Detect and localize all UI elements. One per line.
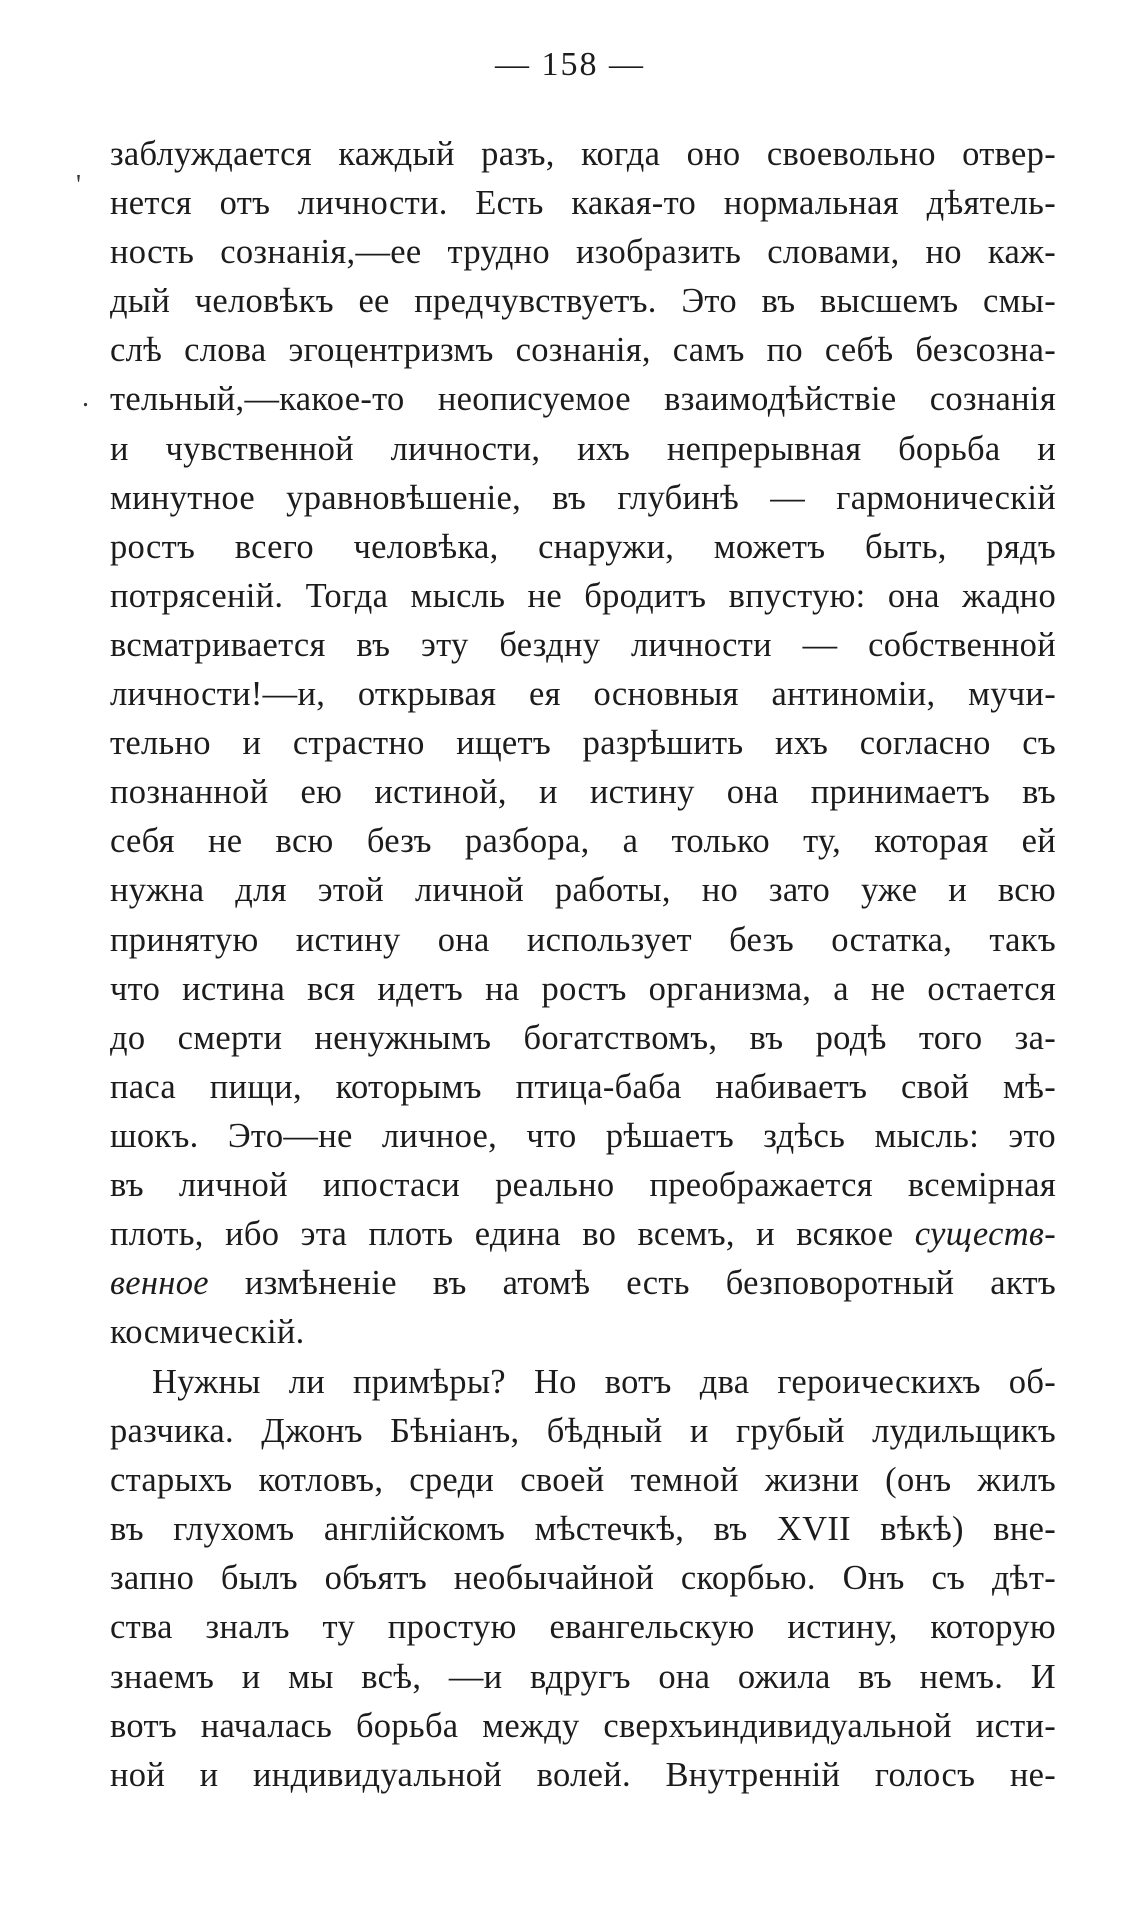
text-line: что истина вся идетъ на ростъ организма, а не остается [110, 969, 1056, 1008]
text-line: знаемъ и мы всѣ, —и вдругъ она ожила въ немъ. И [110, 1657, 1056, 1696]
text-line: паса пищи, которымъ птица-баба набиваетъ свой мѣ- [110, 1067, 1056, 1106]
text-line: дый человѣкъ ее предчувствуетъ. Это въ высшемъ смы- [110, 282, 1056, 321]
text-line: запно былъ объятъ необычайной скорбью. Онъ съ дѣт- [110, 1559, 1056, 1598]
paragraph-1 [110, 130, 1056, 1357]
margin-mark: . [82, 382, 89, 413]
page-number: — 158 — [495, 46, 645, 83]
text-line: космическій. [110, 1313, 305, 1352]
text-segment: плоть, ибо эта плоть едина во всемъ, и всякое [110, 1215, 894, 1254]
text-line: ростъ всего человѣка, снаружи, можетъ быть, рядъ [110, 527, 1056, 566]
text-line: принятую истину она использует безъ остатка, такъ [110, 920, 1056, 959]
text-line: и чувственной личности, ихъ непрерывная борьба и [110, 429, 1056, 468]
text-line: всматривается въ эту бездну личности — собственной [110, 625, 1056, 664]
text-line: въ личной ипостаси реально преображается всемірная [110, 1165, 1056, 1204]
text-line: до смерти ненужнымъ богатствомъ, въ родѣ того за- [110, 1018, 1056, 1057]
text-line: себя не всю безъ разбора, а только ту, которая ей [110, 822, 1056, 861]
text-line: шокъ. Это—не личное, что рѣшаетъ здѣсь мысль: это [110, 1116, 1056, 1155]
margin-mark: ' [76, 170, 82, 201]
text-line: вотъ началась борьба между сверхъиндивидуальной исти- [110, 1706, 1056, 1745]
text-line: познанной ею истиной, и истину она принимаетъ въ [110, 773, 1056, 812]
text-line: ной и индивидуальной волей. Внутренній голосъ не- [110, 1755, 1056, 1794]
text-line [110, 1210, 1056, 1259]
text-line: въ глухомъ англійскомъ мѣстечкѣ, въ XVII вѣкѣ) вне- [110, 1510, 1056, 1549]
text-line: нужна для этой личной работы, но зато уже и всю [110, 871, 1056, 910]
text-line: личности!—и, открывая ея основныя антиноміи, мучи- [110, 675, 1056, 714]
text-line: слѣ слова эгоцентризмъ сознанія, самъ по себѣ безсозна- [110, 331, 1056, 370]
text-line: тельный,—какое-то неописуемое взаимодѣйствіе сознанія [110, 380, 1056, 419]
italic-word: существ- [914, 1215, 1056, 1254]
text-line: ность сознанія,—ее трудно изобразить словами, но каж- [110, 233, 1056, 272]
text-line: потрясеній. Тогда мысль не бродитъ впустую: она жадно [110, 576, 1056, 615]
text-line: заблуждается каждый разъ, когда оно своевольно отвер- [110, 135, 1056, 173]
text-line [110, 1259, 1056, 1308]
text-line: старыхъ котловъ, среди своей темной жизни (онъ жилъ [110, 1461, 1056, 1500]
text-segment: измѣненіе въ атомѣ есть безповоротный актъ [244, 1264, 1056, 1303]
text-line: нется отъ личности. Есть какая-то нормальная дѣятель- [110, 184, 1056, 223]
paragraph-2 [110, 1358, 1056, 1800]
text-line: тельно и страстно ищетъ разрѣшить ихъ согласно съ [110, 724, 1056, 763]
text-line: разчика. Джонъ Бѣніанъ, бѣдный и грубый лудильщикъ [110, 1412, 1056, 1451]
text-line: Нужны ли примѣры? Но вотъ два героическихъ об- [152, 1363, 1056, 1401]
italic-word: венное [110, 1264, 209, 1303]
text-line: минутное уравновѣшеніе, въ глубинѣ — гармоническій [110, 478, 1056, 517]
text-line: ства зналъ ту простую евангельскую истину, которую [110, 1608, 1056, 1647]
